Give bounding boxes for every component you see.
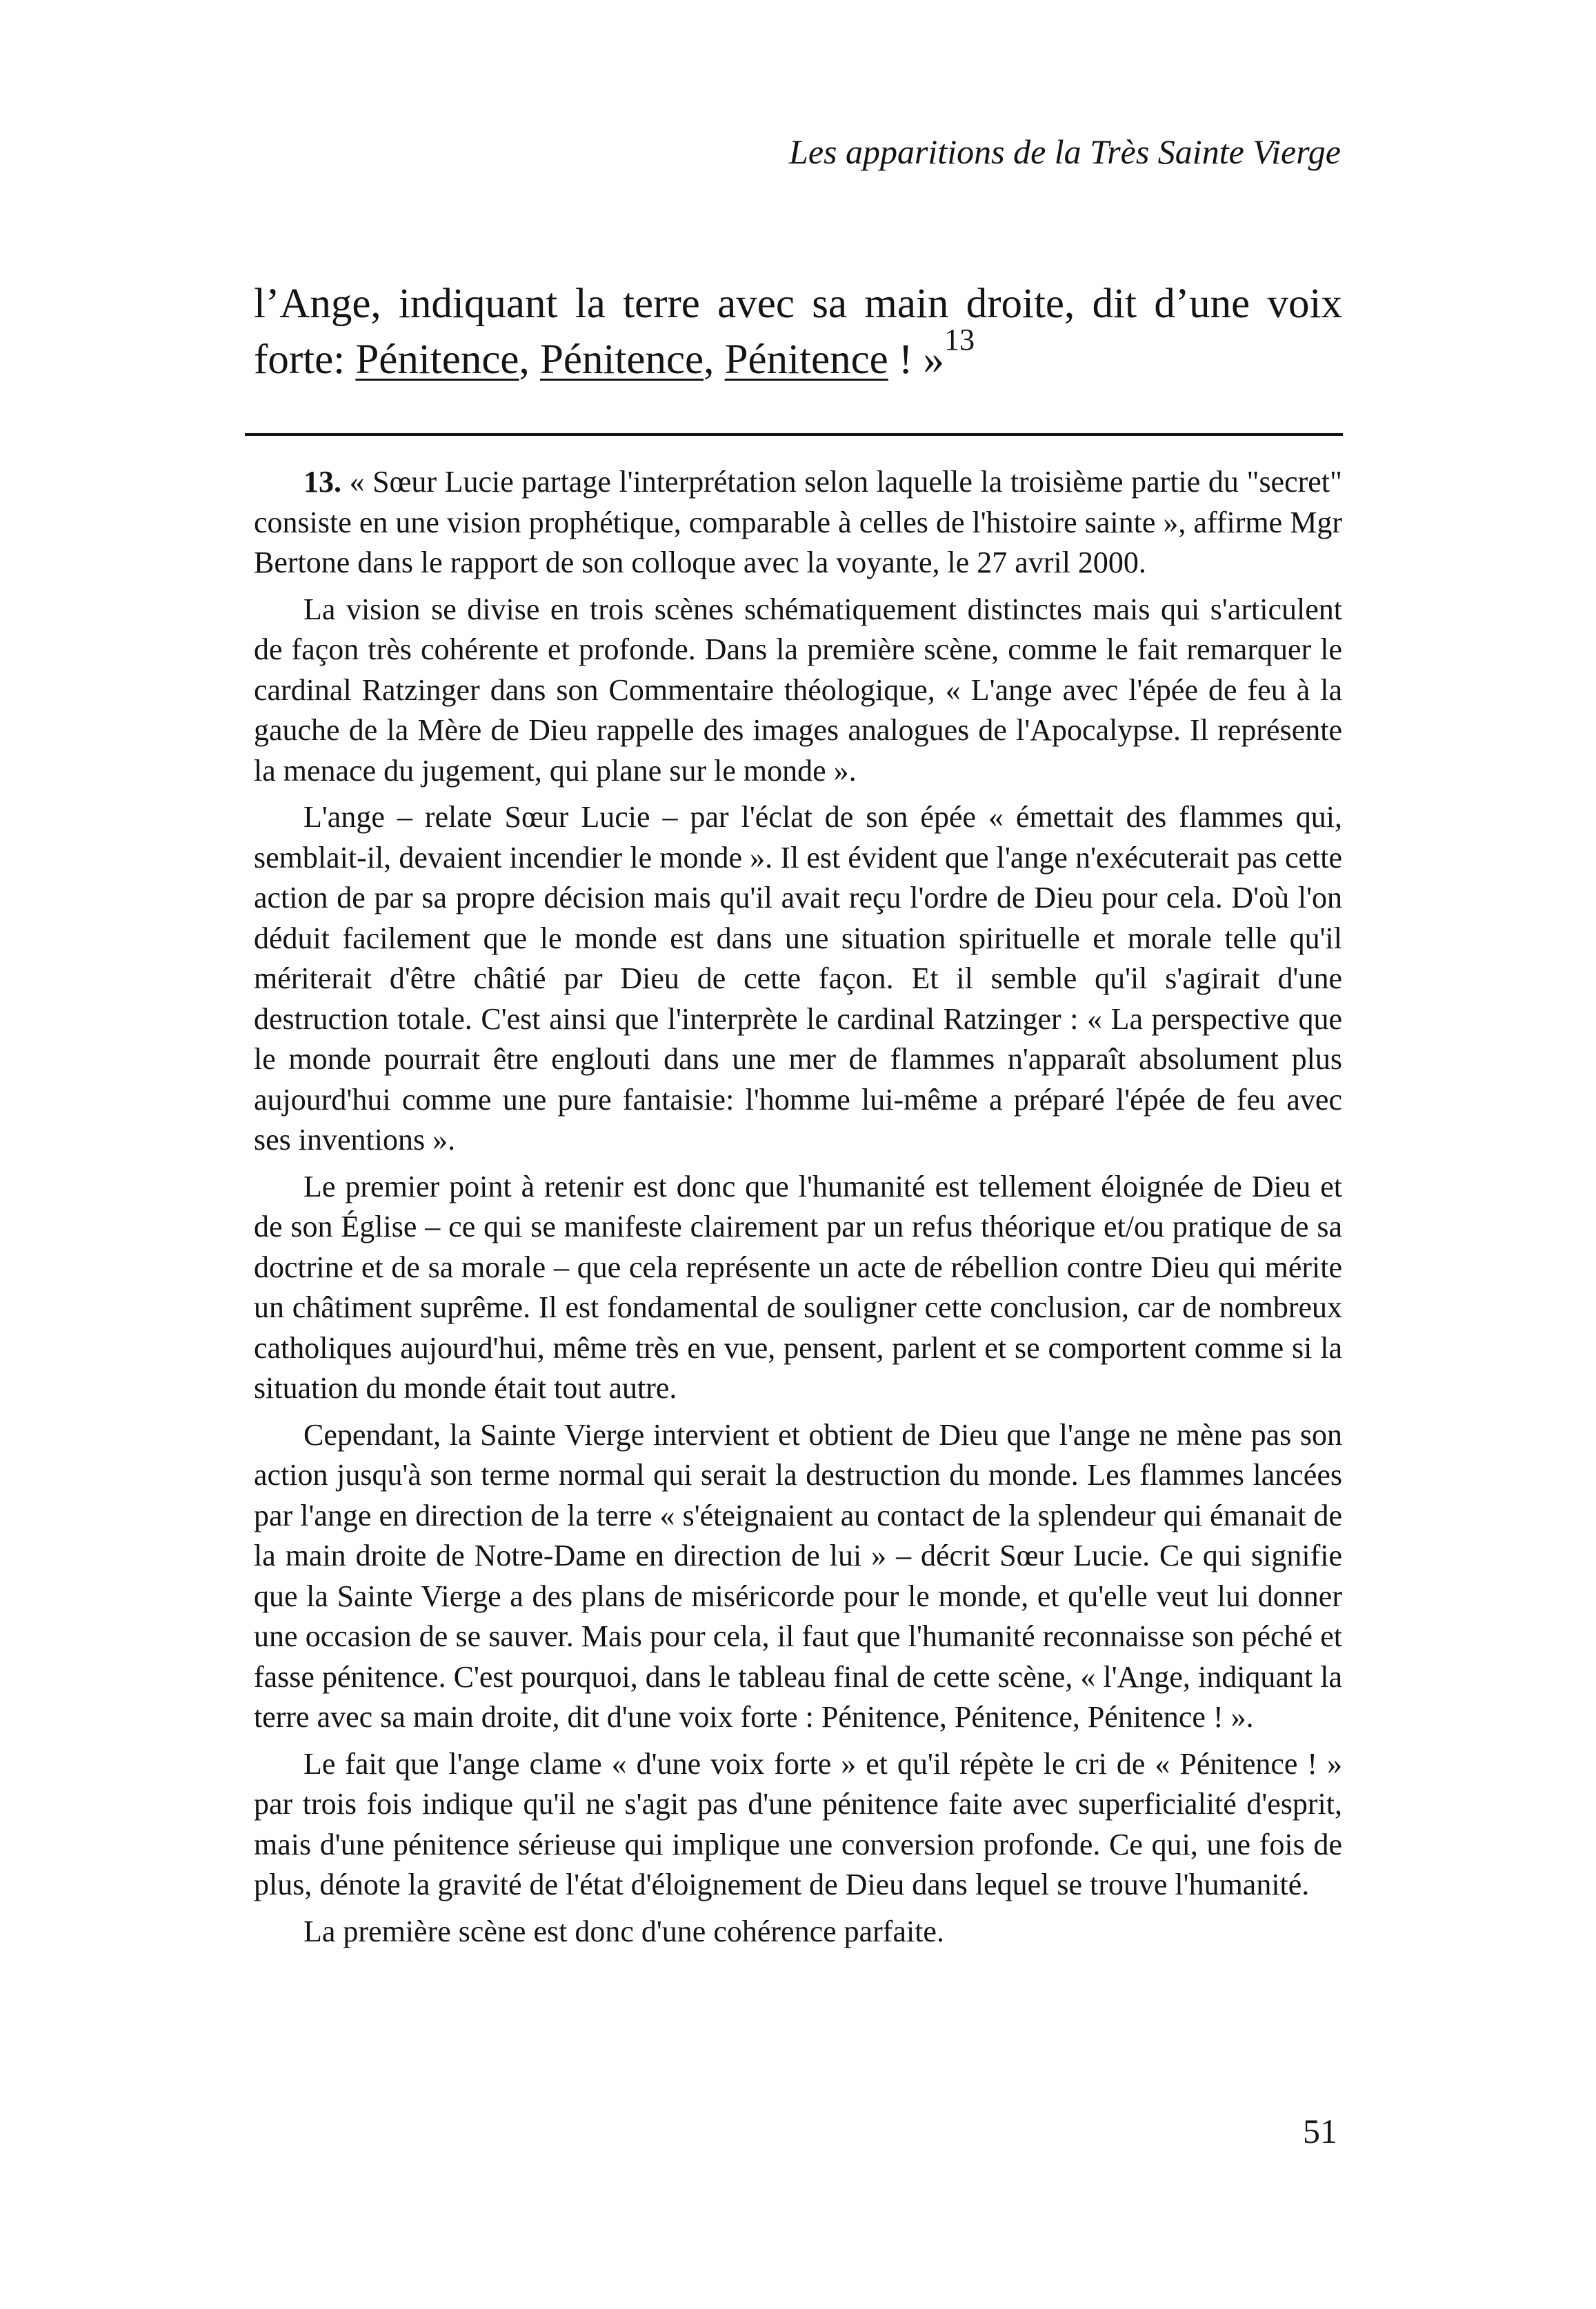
penitence-word-2: Pénitence (539, 337, 704, 383)
footnote-paragraph (254, 462, 1342, 583)
separator-2: , (704, 337, 725, 383)
page-number: 51 (1303, 2112, 1337, 2150)
main-text (254, 276, 1342, 388)
footnote-paragraph: Le premier point à retenir est donc que l'humanité est tellement éloignée de Dieu et de son Église – ce qui se manifeste clairement par un refus théorique et/ou pratique de sa doctrine et de sa morale – que cela représente un acte de rébellion contre Dieu qui mérite un châtiment suprême. Il est fondamental de souligner cette conclusion, car de nombreux catholiques aujourd'hui, même très en vue, pensent, parlent et se comportent comme si la situation du monde était tout autre. (254, 1169, 1342, 1405)
footnote-paragraph: Cependant, la Sainte Vierge intervient et obtient de Dieu que l'ange ne mène pas son action jusqu'à son terme normal qui serait la destruction du monde. Les flammes lancées par l'ange en direction de la terre « s'éteignaient au contact de la splendeur qui émanait de la main droite de Notre-Dame en direction de lui » – décrit Sœur Lucie. Ce qui signifie que la Sainte Vierge a des plans de miséricorde pour le monde, et qu'elle veut lui donner une occasion de se sauver. Mais pour cela, il faut que l'humanité reconnaisse son péché et fasse pénitence. C'est pourquoi, dans le tableau final de cette scène, « l'Ange, indiquant la terre avec sa main droite, dit d'une voix forte : Pénitence, Pénitence, Pénitence ! ». (254, 1417, 1342, 1734)
footnote-paragraph: Le fait que l'ange clame « d'une voix forte » et qu'il répète le cri de « Pénitence ! » par trois fois indique qu'il ne s'agit pas d'une pénitence faite avec superficialité d'esprit, mais d'une pénitence sérieuse qui implique une conversion profonde. Ce qui, une fois de plus, dénote la gravité de l'état d'éloignement de Dieu dans lequel se trouve l'humanité. (254, 1746, 1342, 1901)
main-line-end: ! » (888, 337, 945, 383)
footnote-reference: 13 (944, 323, 975, 357)
separator-1: , (519, 337, 540, 383)
footnote-number: 13. (303, 465, 341, 499)
footnote-paragraph: L'ange – relate Sœur Lucie – par l'éclat de son épée « émettait des flammes qui, semblait-il, devaient incendier le monde ». Il est évident que l'ange n'exécuterait pas cette action de par sa propre décision mais qu'il avait reçu l'ordre de Dieu pour cela. D'où l'on déduit facilement que le monde est dans une situation spirituelle et morale telle qu'il mériterait d'être châtié par Dieu de cette façon. Et il semble qu'il s'agirait d'une destruction totale. C'est ainsi que l'interprète le cardinal Ratzinger : « La perspective que le monde pourrait être englouti dans une mer de flammes n'apparaît absolument plus aujourd'hui comme une pure fantaisie: l'homme lui-même a préparé l'épée de feu avec ses inventions ». (254, 800, 1342, 1157)
penitence-word-3: Pénitence (724, 337, 888, 383)
main-line-start: l’Ange, indiquant la terre avec sa main droite, dit d’une voix forte: (254, 281, 1342, 383)
footnote-paragraph: La vision se divise en trois scènes schématiquement distinctes mais qui s'articulent de façon très cohérente et profonde. Dans la première scène, comme le fait remarquer le cardinal Ratzinger dans son Commentaire théologique, « L'ange avec l'épée de feu à la gauche de la Mère de Dieu rappelle des images analogues de l'Apocalypse. Il représente la menace du jugement, qui plane sur le monde ». (254, 592, 1342, 788)
footnote-paragraph: La première scène est donc d'une cohérence parfaite. (303, 1914, 944, 1948)
footnote-separator-rule (245, 433, 1343, 436)
footnote-block (254, 462, 1342, 1958)
penitence-word-1: Pénitence (355, 337, 519, 383)
footnote-text: « Sœur Lucie partage l'interprétation selon laquelle la troisième partie du "secret" consiste en une vision prophétique, comparable à celles de l'histoire sainte », affirme Mgr Bertone dans le rapport de son colloque avec la voyante, le 27 avril 2000. (254, 465, 1342, 579)
main-paragraph (254, 276, 1342, 388)
running-header: Les apparitions de la Très Sainte Vierge (789, 132, 1341, 171)
